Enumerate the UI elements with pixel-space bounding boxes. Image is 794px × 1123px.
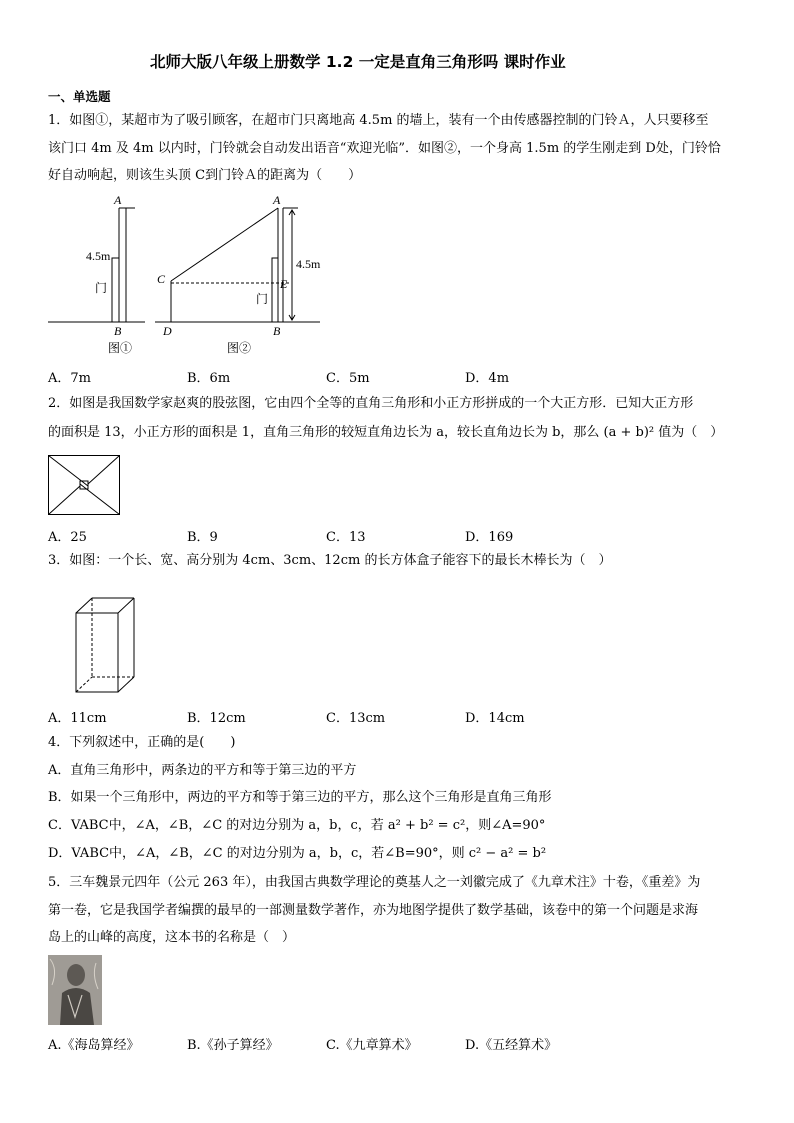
fig1-label-B: B bbox=[114, 324, 122, 338]
fig2-label-E: E bbox=[280, 277, 288, 291]
fig2-label-door: 门 bbox=[256, 292, 269, 306]
q2-option-d[interactable]: D．169 bbox=[465, 530, 514, 545]
fig2-label-B: B bbox=[273, 324, 281, 338]
q3-line: 3．如图：一个长、宽、高分别为 4cm、3cm、12cm 的长方体盒子能容下的最长木棒长为（ ） bbox=[48, 553, 612, 568]
fig1-label-h: 4.5m bbox=[86, 249, 111, 263]
q1-line-3: 好自动响起，则该生头顶 C到门铃Ａ的距离为（ ） bbox=[48, 168, 362, 183]
q1-option-a[interactable]: A．7m bbox=[48, 371, 91, 386]
q4-choice-d[interactable]: D．VABC中，∠A，∠B，∠C 的对边分别为 a，b，c，若∠B=90°，则 c² − a² = b² bbox=[48, 846, 547, 861]
q5-portrait-image bbox=[48, 955, 102, 1025]
q1-line-2: 该门口 4m 及 4m 以内时，门铃就会自动发出语音“欢迎光临”．如图②，一个身高 1.5m 的学生刚走到 D处，门铃恰 bbox=[48, 141, 721, 156]
fig2-label-C: C bbox=[157, 272, 166, 286]
q4-choice-b[interactable]: B．如果一个三角形中，两边的平方和等于第三边的平方，那么这个三角形是直角三角形 bbox=[48, 790, 552, 805]
page-title: 北师大版八年级上册数学 1.2 一定是直角三角形吗 课时作业 bbox=[150, 53, 566, 71]
q3-box-figure bbox=[75, 597, 137, 694]
fig1-caption: 图① bbox=[108, 341, 133, 355]
q4-choice-c[interactable]: C．VABC中，∠A，∠B，∠C 的对边分别为 a，b，c，若 a² + b² = c²，则∠A=90° bbox=[48, 818, 546, 833]
fig1-label-A: A bbox=[114, 193, 122, 207]
q2-line-2: 的面积是 13，小正方形的面积是 1，直角三角形的较短直角边长为 a，较长直角边长为 b，那么 (a + b)² 值为（ ） bbox=[48, 425, 724, 440]
q3-option-c[interactable]: C．13cm bbox=[326, 711, 386, 726]
q2-line-1: 2．如图是我国数学家赵爽的股弦图，它由四个全等的直角三角形和小正方形拼成的一个大正方形．已知大正方形 bbox=[48, 396, 694, 411]
q5-line-1: 5．三车魏景元四年（公元 263 年），由我国古典数学理论的奠基人之一刘徽完成了《九章术注》十卷，《重差》为 bbox=[48, 875, 701, 890]
q2-option-b[interactable]: B．9 bbox=[187, 530, 218, 545]
section-heading: 一、单选题 bbox=[48, 89, 111, 104]
q5-option-a[interactable]: A.《海岛算经》 bbox=[48, 1038, 140, 1053]
fig2-caption: 图② bbox=[227, 341, 252, 355]
q5-option-b[interactable]: B.《孙子算经》 bbox=[187, 1038, 279, 1053]
q5-option-d[interactable]: D.《五经算术》 bbox=[465, 1038, 558, 1053]
figure-1 bbox=[48, 208, 145, 322]
q1-line-1: 1．如图①，某超市为了吸引顾客，在超市门只离地高 4.5m 的墙上，装有一个由传感器控制的门铃Ａ，人只要移至 bbox=[48, 113, 709, 128]
q1-figures bbox=[40, 190, 360, 360]
q1-option-d[interactable]: D．4m bbox=[465, 371, 510, 386]
q3-option-b[interactable]: B．12cm bbox=[187, 711, 246, 726]
fig1-label-door: 门 bbox=[95, 281, 108, 295]
q1-option-c[interactable]: C．5m bbox=[326, 371, 370, 386]
fig2-label-A: A bbox=[273, 193, 281, 207]
fig2-label-D: D bbox=[163, 324, 172, 338]
q2-option-c[interactable]: C．13 bbox=[326, 530, 366, 545]
q5-option-c[interactable]: C.《九章算术》 bbox=[326, 1038, 418, 1053]
fig2-label-h: 4.5m bbox=[296, 257, 321, 271]
q3-option-d[interactable]: D．14cm bbox=[465, 711, 525, 726]
q1-option-b[interactable]: B．6m bbox=[187, 371, 231, 386]
q5-line-3: 岛上的山峰的高度，这本书的名称是（ ） bbox=[48, 930, 296, 945]
q4-line: 4．下列叙述中，正确的是( ) bbox=[48, 735, 236, 750]
q2-pinwheel-figure bbox=[48, 455, 120, 515]
q4-choice-a[interactable]: A．直角三角形中，两条边的平方和等于第三边的平方 bbox=[48, 763, 357, 778]
q5-line-2: 第一卷，它是我国学者编撰的最早的一部测量数学著作，亦为地图学提供了数学基础，该卷中的第一个问题是求海 bbox=[48, 903, 699, 918]
q2-option-a[interactable]: A．25 bbox=[48, 530, 87, 545]
q3-option-a[interactable]: A．11cm bbox=[48, 711, 107, 726]
